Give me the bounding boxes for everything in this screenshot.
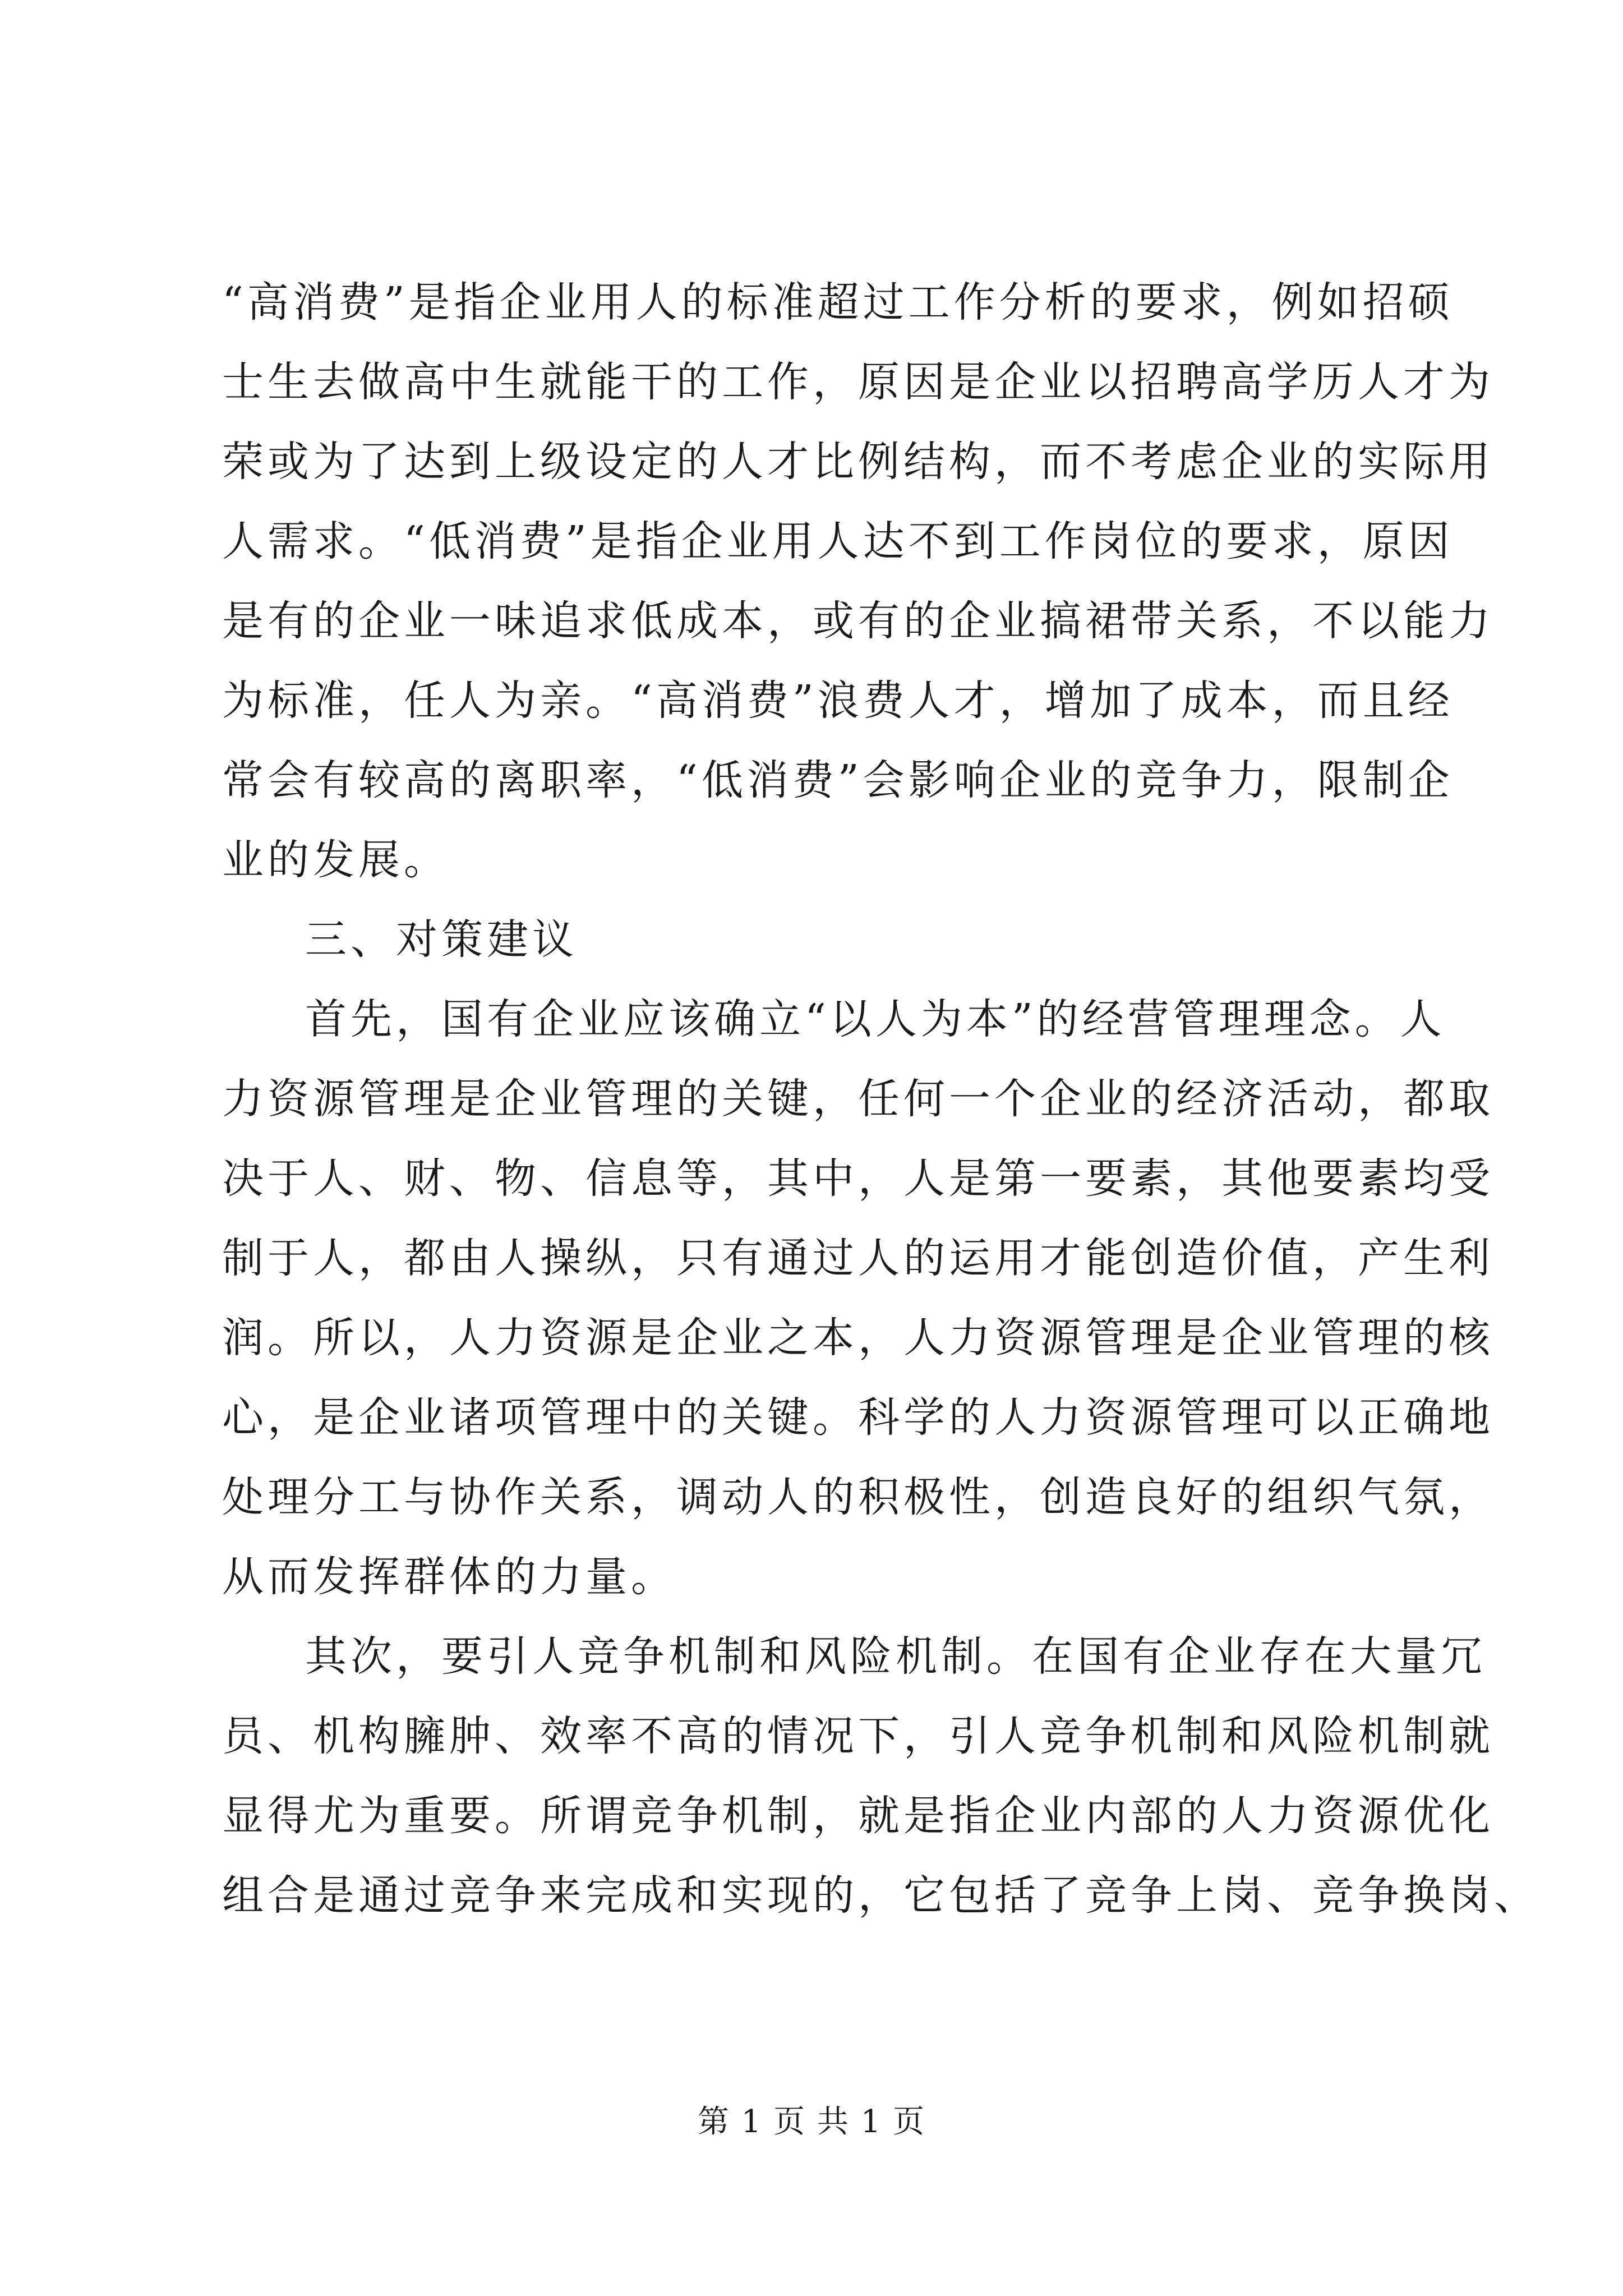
text-line: 制于人，都由人操纵，只有通过人的运用才能创造价值，产生利 — [222, 1234, 1494, 1282]
page-number: 第 1 页 共 1 页 — [697, 2104, 926, 2140]
text-line: “高消费”是指企业用人的标准超过工作分析的要求，例如招硕 — [222, 278, 1454, 326]
text-line: 荣或为了达到上级设定的人才比例结构，而不考虑企业的实际用 — [222, 438, 1494, 486]
text-line: 首先，国有企业应该确立“以人为本”的经营管理理念。人 — [305, 995, 1446, 1043]
text-line: 人需求。“低消费”是指企业用人达不到工作岗位的要求，原因 — [222, 517, 1454, 565]
text-line: 力资源管理是企业管理的关键，任何一个企业的经济活动，都取 — [222, 1075, 1494, 1123]
text-line: 处理分工与协作关系，调动人的积极性，创造良好的组织气氛， — [222, 1473, 1494, 1521]
text-line: 其次，要引人竞争机制和风险机制。在国有企业存在大量冗 — [305, 1632, 1486, 1681]
text-line: 润。所以，人力资源是企业之本，人力资源管理是企业管理的核 — [222, 1314, 1494, 1362]
text-line: 为标准，任人为亲。“高消费”浪费人才，增加了成本，而且经 — [222, 677, 1454, 725]
text-line: 决于人、财、物、信息等，其中，人是第一要素，其他要素均受 — [222, 1154, 1494, 1203]
text-line: 心，是企业诸项管理中的关键。科学的人力资源管理可以正确地 — [222, 1393, 1494, 1442]
text-line: 是有的企业一味追求低成本，或有的企业搞裙带关系，不以能力 — [222, 597, 1494, 645]
page-footer — [0, 2097, 1623, 2142]
body-text — [222, 263, 1539, 1935]
text-line: 常会有较高的离职率，“低消费”会影响企业的竞争力，限制企 — [222, 756, 1454, 804]
section-heading: 三、对策建议 — [305, 915, 578, 964]
text-line: 业的发展。 — [222, 836, 449, 884]
text-line: 从而发挥群体的力量。 — [222, 1553, 676, 1601]
text-line: 显得尤为重要。所谓竞争机制，就是指企业内部的人力资源优化 — [222, 1792, 1494, 1840]
text-line: 员、机构臃肿、效率不高的情况下，引人竞争机制和风险机制就 — [222, 1712, 1494, 1760]
text-line: 组合是通过竞争来完成和实现的，它包括了竞争上岗、竞争换岗、 — [222, 1871, 1539, 1920]
text-line: 士生去做高中生就能干的工作，原因是企业以招聘高学历人才为 — [222, 358, 1494, 406]
